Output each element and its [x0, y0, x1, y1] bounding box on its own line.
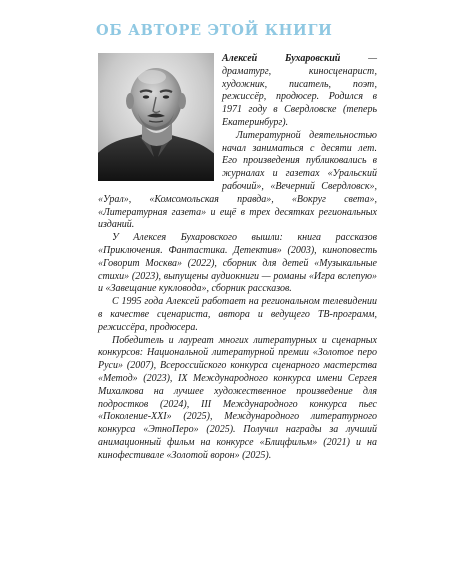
author-bio [98, 53, 377, 463]
bio-paragraph-books: У Алексея Бухаровского вышли: книга рассказов «Приключения. Фантастика. Детектив» (2003), киноповесть «Говорит Москва» (2022), сборник для детей «Музыкальные стихи» (2023), выпущены аудиокниги — романы «Игра вслепую» и «Завещание кукловода», сборник рассказов. [98, 232, 377, 295]
bio-paragraph-awards: Победитель и лауреат многих литературных и сценарных конкурсов: Национальной литературной премии «Золотое перо Руси» (2007), Всероссийского конкурса сценарного мастерства «Метод» (2023), IX Международного конкурса имени Сергея Михалкова на лучшее художественное произведение для подростков (2024), III Международного конкурса пьес «Поколение-XXI» (2025), Международного литературного конкурса «ЭтноПеро» (2025). Получил награды за лучший анимационный фильм на конкурсе «Блицфильм» (2021) и на кинофестивале «Золотой ворон» (2025). [98, 334, 377, 461]
author-name: Алексей Бухаровский [222, 53, 341, 64]
section-title: ОБ АВТОРЕ ЭТОЙ КНИГИ [96, 22, 333, 39]
photo-wrap-space [98, 53, 214, 185]
bio-intro-text: — драматург, киносценарист, художник, писатель, поэт, режиссёр, продюсер. Родился в 1971 году в Свердловске (теперь Екатеринбург). [222, 53, 377, 128]
bio-paragraph-television: С 1995 года Алексей работает на региональном телевидении в качестве сценариста, автора и ведущего ТВ-программ, режиссёра, продюсера. [98, 296, 377, 333]
bio-paragraph-literary: Литературной деятельностью начал заниматься с десяти лет. Его произведения публиковались в журналах и газетах «Уральский рабочий», «Вечерний Свердловск», «Урал», «Комсомольская правда», «Вокруг света», «Литературная газета» и ещё в трех десятках региональных изданий. [98, 129, 377, 231]
